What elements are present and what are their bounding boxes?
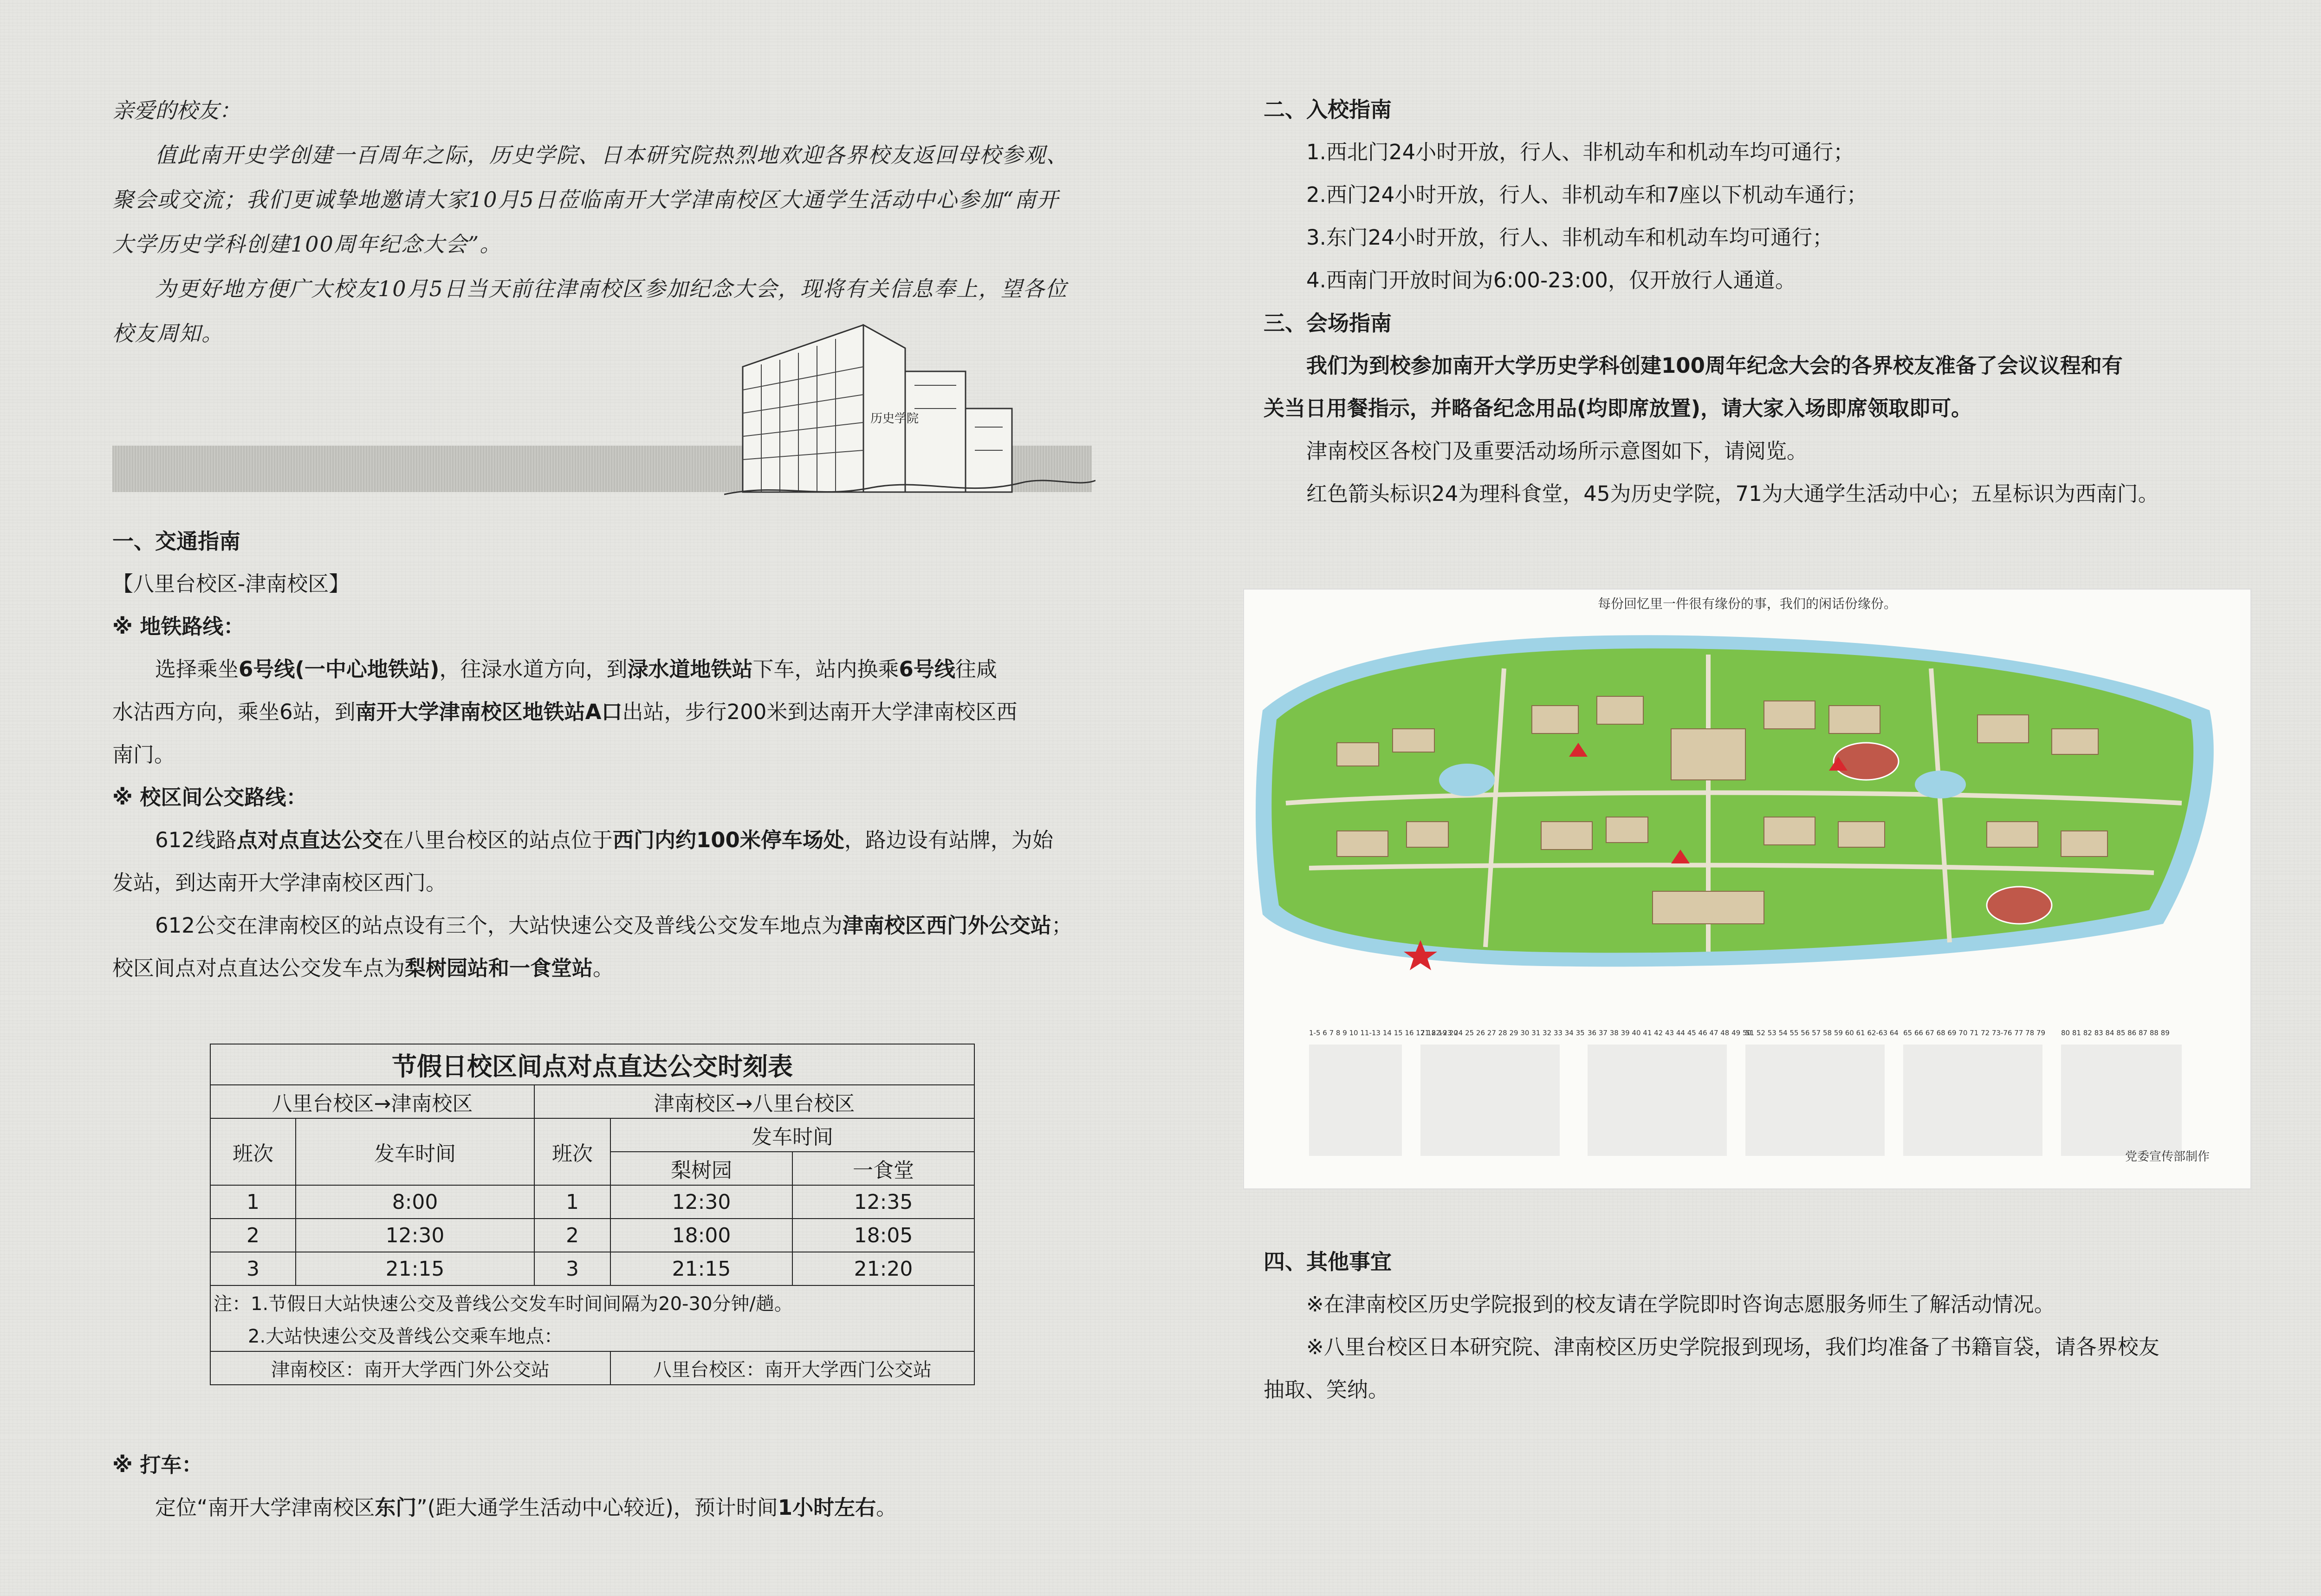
bus-paragraph-2: 612公交在津南校区的站点设有三个，大站快速公交及普线公交发车地点为津南校区西门外公交站；校区间点对点直达公交发车点为梨树园站和一食堂站。 [112,913,1072,980]
campus-map-illustration [1244,590,2250,1188]
svg-text:36 37 38 39 40 41 42 43 44 45: 36 37 38 39 40 41 42 43 44 45 46 47 48 49 50 [1588,1029,1752,1037]
timetable [210,1044,975,1385]
entry-item: 4.西南门开放时间为6:00-23:00，仅开放行人通道。 [1306,268,1796,292]
svg-text:80 81 82 83 84 85 86 87 88 89: 80 81 82 83 84 85 86 87 88 89 [2061,1029,2170,1037]
boarding-place-2: 八里台校区：南开大学西门公交站 [610,1351,974,1385]
timetable-note-2: 2.大站快速公交及普线公交乘车地点： [210,1318,974,1351]
right-column [1264,88,2238,515]
metro-line-3: 南门。 [112,742,175,767]
map-credit: 党委宣传部制作 [2125,1150,2210,1164]
table-row: 1 8:00 1 12:30 12:35 [210,1185,974,1219]
entry-item: 3.东门24小时开放，行人、非机动车和机动车均可通行； [1306,225,1834,250]
boarding-place-1: 津南校区：南开大学西门外公交站 [210,1351,610,1385]
venue-paragraph-3: 红色箭头标识24为理科食堂，45为历史学院，71为大通学生活动中心；五星标识为西南门。 [1306,481,2159,506]
other-paragraph-2-line-2: 抽取、笑纳。 [1264,1377,1389,1402]
entry-item: 1.西北门24小时开放，行人、非机动车和机动车均可通行； [1306,140,1854,164]
venue-heading: 三、会场指南 [1264,311,1392,336]
building-sketch [724,316,1096,501]
building-sign: 历史学院 [870,412,919,426]
timetable-note-1: 注：1.节假日大站快速公交及普线公交发车时间间隔为20-30分钟/趟。 [210,1285,974,1318]
other-paragraph-1: ※在津南校区历史学院报到的校友请在学院即时咨询志愿服务师生了解活动情况。 [1306,1292,2055,1317]
col-time-2: 发车时间 [610,1118,974,1152]
campus-map [1243,589,2251,1189]
col-time-1: 发车时间 [296,1118,534,1185]
bus-paragraph-1: 612线路点对点直达公交在八里台校区的站点位于西门内约100米停车场处，路边设有站牌，为始发站，到达南开大学津南校区西门。 [112,828,1053,895]
stop-1: 梨树园 [610,1152,792,1185]
svg-text:65 66 67 68 69 70 71 72 73-76: 65 66 67 68 69 70 71 72 73-76 77 78 79 [1903,1029,2045,1037]
traffic-section [112,520,1073,990]
route-title: 【八里台校区-津南校区】 [112,571,350,596]
other-heading: 四、其他事宜 [1264,1249,1392,1274]
greeting: 亲爱的校友： [112,98,240,123]
metro-heading: ※ 地铁路线： [112,614,245,639]
entry-item: 2.西门24小时开放，行人、非机动车和7座以下机动车通行； [1306,182,1867,207]
metro-line-2: 水沽西方向，乘坐6站，到南开大学津南校区地铁站A口出站，步行200米到达南开大学津南校区西 [112,700,1018,724]
direction-1: 八里台校区→津南校区 [210,1085,534,1118]
bus-heading: ※ 校区间公交路线： [112,785,307,810]
traffic-heading: 一、交通指南 [112,529,240,554]
timetable-title: 节假日校区间点对点直达公交时刻表 [210,1044,974,1085]
svg-text:51 52 53 54 55 56 57 58 59 60: 51 52 53 54 55 56 57 58 59 60 61 62-63 64 [1745,1029,1899,1037]
taxi-text: 定位“南开大学津南校区东门”(距大通学生活动中心较近)，预计时间1小时左右。 [155,1495,897,1520]
other-section [1264,1240,2238,1411]
map-legend [1309,1029,2170,1037]
col-no-1: 班次 [210,1118,296,1185]
letter-paragraph-1: 值此南开史学创建一百周年之际，历史学院、日本研究院热烈地欢迎各界校友返回母校参观、聚会或交流；我们更诚挚地邀请大家10月5日莅临南开大学津南校区大通学生活动中心参加“南开大学历史学科创建100周年纪念大会”。 [112,143,1069,257]
venue-bold-line-2: 关当日用餐指示，并略备纪念用品(均即席放置)，请大家入场即席领取即可。 [1264,396,1972,421]
svg-text:21 22-23 24 25 26 27 28 29 30: 21 22-23 24 25 26 27 28 29 30 31 32 33 34 35 [1420,1029,1585,1037]
map-banner: 每份回忆里一件很有缘份的事，我们的闲话份缘份。 [1597,596,1897,611]
entry-heading: 二、入校指南 [1264,97,1392,122]
venue-bold-line-1: 我们为到校参加南开大学历史学科创建100周年纪念大会的各界校友准备了会议议程和有 [1306,353,2123,378]
table-row: 3 21:15 3 21:15 21:20 [210,1252,974,1285]
col-no-2: 班次 [534,1118,610,1185]
metro-line-1: 选择乘坐6号线(一中心地铁站)，往渌水道方向，到渌水道地铁站下车，站内换乘6号线往咸 [155,657,997,681]
table-row: 2 12:30 2 18:00 18:05 [210,1219,974,1252]
taxi-section [112,1444,1073,1529]
letter-paragraph-2: 为更好地方便广大校友10月5日当天前往津南校区参加纪念大会，现将有关信息奉上，望各位校友周知。 [112,276,1068,346]
direction-2: 津南校区→八里台校区 [534,1085,974,1118]
venue-paragraph-2: 津南校区各校门及重要活动场所示意图如下，请阅览。 [1306,439,1808,463]
taxi-heading: ※ 打车： [112,1453,203,1477]
other-paragraph-2-line-1: ※八里台校区日本研究院、津南校区历史学院报到现场，我们均准备了书籍盲袋，请各界校友 [1306,1335,2159,1359]
stop-2: 一食堂 [792,1152,974,1185]
svg-text:1-5 6 7 8 9 10 11-13 14 15 16: 1-5 6 7 8 9 10 11-13 14 15 16 17 18 19 20 [1309,1029,1458,1037]
